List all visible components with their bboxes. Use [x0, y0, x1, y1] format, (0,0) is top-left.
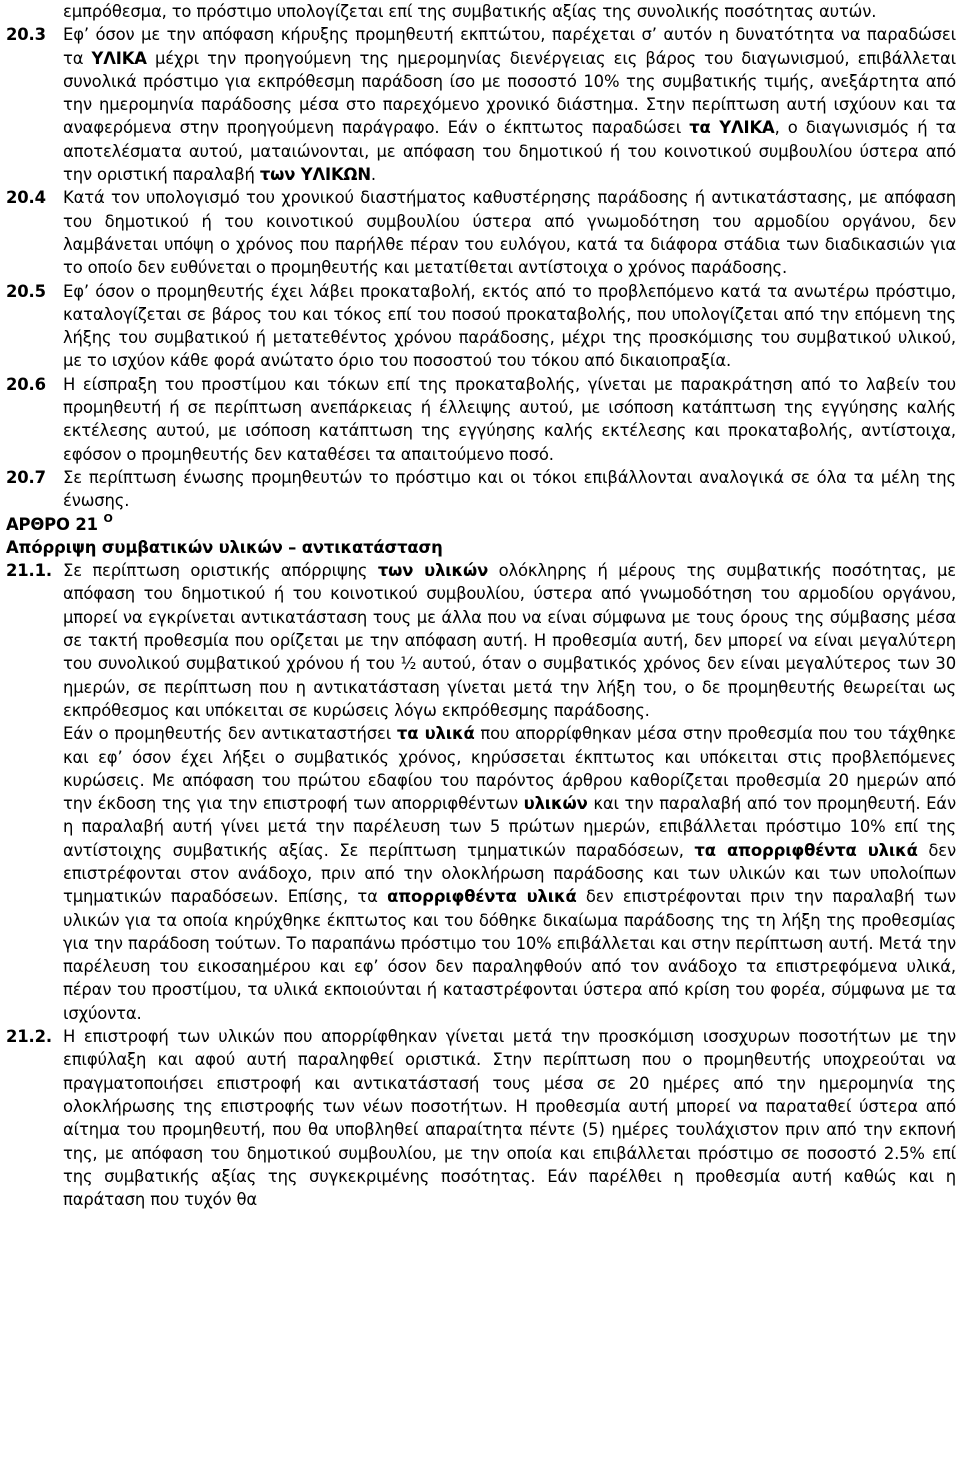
bold-run: των ΥΛΙΚΩΝ: [259, 165, 371, 185]
clause-number-sub: 3: [34, 25, 46, 45]
bold-run: τα ΥΛΙΚΑ: [689, 118, 775, 138]
bold-run: υλικών: [523, 794, 588, 814]
bold-run: ΥΛΙΚΑ: [91, 48, 147, 68]
clause-number-main: 20.: [6, 25, 35, 45]
clause-text: Σε περίπτωση ένωσης προμηθευτών το πρόστιμο και οι τόκοι επιβάλλονται αναλογικά σε όλα τα μέλη της ένωσης.: [63, 467, 956, 511]
bold-run: τα απορριφθέντα υλικά: [694, 840, 918, 860]
clause-20-6: [6, 373, 956, 466]
article-title-text: ΑΡΘΡΟ 21: [6, 514, 98, 534]
clause-text: Κατά τον υπολογισμό του χρονικού διαστήματος καθυστέρησης παράδοσης ή αντικατάστασης, με απόφαση του δημοτικού ή του κοινοτικού συμβουλίου ύστερα από γνωμοδότηση του αρμοδίου οργάνου, δεν λαμβάνεται υπόψη ο χρόνος που παρήλθε πέραν του ευλόγου, κατά τα διάφορα στάδια των διαδικασιών για το οποίο δεν ευθύνεται ο προμηθευτής και μετατίθεται αντίστοιχα ο χρόνος παράδοσης.: [63, 188, 956, 278]
clause-number: 21.1.: [6, 561, 52, 581]
text-run: που απορρίφθηκαν μέσα στην προθεσμία που του τάχθηκε και εφ’ όσον έχει λήξει ο συμβατικός χρόνος, κηρύσσεται έκπτωτος και υπόκειται στις προβλεπόμενες κυρώσεις. Με απόφαση του πρώτου εδαφίου του παρόντος άρθρου καθορίζεται προθεσμία 20 ημερών από την έκδοση της για την επιστροφή των απορριφθέντων: [63, 724, 956, 814]
clause-number: [6, 23, 61, 46]
clause-number-sub: 4: [34, 188, 46, 208]
clause-20-7: [6, 466, 956, 513]
bold-run: απορριφθέντα υλικά: [387, 887, 577, 907]
text-run: Εάν ο προμηθευτής δεν αντικαταστήσει: [63, 724, 397, 744]
text-run: , ο διαγωνισμός ή τα αποτελέσματα αυτού, ματαιώνονται, με απόφαση του δημοτικού ή του κοινοτικού συμβουλίου ύστερα από την οριστική παραλαβή: [63, 118, 956, 185]
article-subtitle: Απόρριψη συμβατικών υλικών – αντικατάσταση: [6, 537, 443, 557]
bold-run: των υλικών: [377, 561, 489, 581]
text-run: δεν επιστρέφονται πριν την παραλαβή των υλικών για τα οποία κηρύχθηκε έκπτωτος και του δόθηκε δικαίωμα παράδοσης της τη λήξη της προθεσμίας για την παράδοση τούτων. Το παραπάνω πρόστιμο του 10% επιβάλλεται και στην περίπτωση αυτή. Μετά την παρέλευση του εικοσαημέρου και εφ’ όσον δεν παραληφθούν από τον ανάδοχο τα επιστρεφόμενα υλικά, πέραν του προστίμου, τα υλικά εκποιούνται ή καταστρέφονται ύστερα από κρίση του φορέα, σύμφωνα με τα ισχύοντα.: [63, 887, 956, 1023]
clause-21-1-second-paragraph: [6, 722, 956, 1025]
clause-number: 20.7: [6, 467, 46, 487]
clause-20-3: [6, 23, 956, 186]
clause-20-4: [6, 186, 956, 279]
clause-number-main: 20.: [6, 281, 35, 301]
text-run: .: [370, 165, 376, 185]
clause-20-5: [6, 280, 956, 373]
clause-number: [6, 280, 61, 303]
clause-21-2: [6, 1025, 956, 1211]
clause-text: Η είσπραξη του προστίμου και τόκων επί της προκαταβολής, γίνεται με παρακράτηση από το λαβείν του προμηθευτή ή σε περίπτωση ανεπάρκειας ή έλλειψης αυτού, με ισόποση κατάπτωση της εγγύησης καλής εκτέλεσης αυτού, με ισόποση κατάπτωση της εγγύησης καλής εκτέλεσης και προκαταβολής, αντίστοιχα, εφόσον ο προμηθευτής δεν καταθέσει τα απαιτούμενο ποσό.: [63, 374, 956, 464]
clause-text: Η επιστροφή των υλικών που απορρίφθηκαν γίνεται μετά την προσκόμιση ισοσχυρων ποσοτήτων με την επιφύλαξη και αφού αυτή παραληφθεί οριστικά. Στην περίπτωση που ο προμηθευτής υποχρεούται να πραγματοποιήσει επιστροφή και αντικατάστασή τους μέσα σε 20 ημέρες από την ημερομηνία της ολοκλήρωσης της επιστροφής των νέων ποσοτήτων. Η προθεσμία αυτή μπορεί να παραταθεί ύστερα από αίτημα του προμηθευτή, που θα υποβληθεί απαραίτητα πέντε (5) ημέρες τουλάχιστον πριν από την εκπονή της, με απόφαση του δημοτικού συμβουλίου, με την οποία και επιβάλλεται πρόστιμο σε ποσοστό 2.5% επί της συμβατικής αξίας της συγκεκριμένης ποσότητας. Εάν παρέλθει η προθεσμία αυτή καθώς και η παράταση που τυχόν θα: [63, 1027, 956, 1210]
text-run: μέχρι την προηγούμενη της ημερομηνίας διενέργειας εις βάρος του διαγωνισμού, επιβάλλεται συνολικά πρόστιμο για εκπρόθεσμη παράδοση ίσο με ποσοστό 10% της συμβατικής τιμής, ανεξάρτητα από την ημερομηνία παράδοσης μέσα στο παρεχόμενο χρονικό διάστημα. Στην περίπτωση αυτή ισχύουν και τα αναφερόμενα στην προηγούμενη παράγραφο. Εάν ο έκπτωτος παραδώσει: [63, 48, 956, 138]
bold-run: τα υλικά: [396, 724, 475, 744]
text-run: Σε περίπτωση οριστικής απόρριψης: [63, 561, 378, 581]
text-run: ολόκληρης ή μέρους της συμβατικής ποσότητας, με απόφαση του δημοτικού ή του κοινοτικού συμβουλίου, ύστερα από γνωμοδότηση του αρμοδίου οργάνου, μπορεί να εγκρίνεται αντικατάσταση τους με άλλα που να είναι σύμφωνα με τους όρους της σύμβασης μέσα σε τακτή προθεσμία που ορίζεται με την απόφαση αυτή. Η προθεσμία αυτή, δεν μπορεί να είναι μεγαλύτερη του συνολικού συμβατικού χρόνου ή του ½ αυτού, όταν ο συμβατικός χρόνος δεν είναι μεγαλύτερος των 30 ημερών, σε περίπτωση που η αντικατάσταση γίνεται μετά την λήξη του, ο δε προμηθευτής θεωρείται ως εκπρόθεσμος και υπόκειται σε κυρώσεις λόγω εκπρόθεσμης παράδοσης.: [63, 561, 956, 720]
text-run: δεν επιστρέφονται στον ανάδοχο, πριν από την ολοκλήρωση παράδοσης και των υλικών και των υπολοίπων τμηματικών παραδόσεων. Επίσης, τα: [63, 840, 956, 907]
clause-number: 20.6: [6, 374, 46, 394]
clause-21-1: [6, 559, 956, 722]
clause-number: [6, 186, 61, 209]
clause-number-main: 20.: [6, 188, 35, 208]
paragraph-continuation: εμπρόθεσμα, το πρόστιμο υπολογίζεται επί της συμβατικής αξίας της συνολικής ποσότητας αυτών.: [63, 2, 877, 21]
article-title: [6, 513, 956, 536]
clause-number-sub: 5: [34, 281, 46, 301]
clause-text: [63, 23, 956, 186]
clause-text: Εφ’ όσον ο προμηθευτής έχει λάβει προκαταβολή, εκτός από το προβλεπόμενο κατά τα ανωτέρω πρόστιμο, καταλογίζεται σε βάρος του και τόκος επί του ποσού προκαταβολής, που υπολογίζεται από την επόμενη της λήξης του συμβατικού ή μετατεθέντος χρόνου παράδοσης, μέχρι της προσκόμισης του συμβατικού υλικού, με το ισχύον κάθε φορά ανώτατο όριο του ποσοστού του τόκου από δικαιοπραξία.: [63, 281, 956, 371]
text-run: Εφ’ όσον με την απόφαση κήρυξης προμηθευτή εκπτώτου, παρέχεται σ’ αυτόν η δυνατότητα να παραδώσει τα: [63, 25, 956, 68]
clause-number: 21.2.: [6, 1027, 52, 1047]
article-title-superscript: Ο: [103, 511, 113, 525]
clause-text: [63, 559, 956, 722]
text-run: και την παραλαβή από τον προμηθευτή. Εάν η παραλαβή αυτή γίνει μετά την παρέλευση των 5 πρώτων ημερών, επιβάλλεται πρόστιμο 10% επί της αντίστοιχης συμβατικής αξίας. Σε περίπτωση τμηματικών παραδόσεων,: [63, 794, 956, 860]
